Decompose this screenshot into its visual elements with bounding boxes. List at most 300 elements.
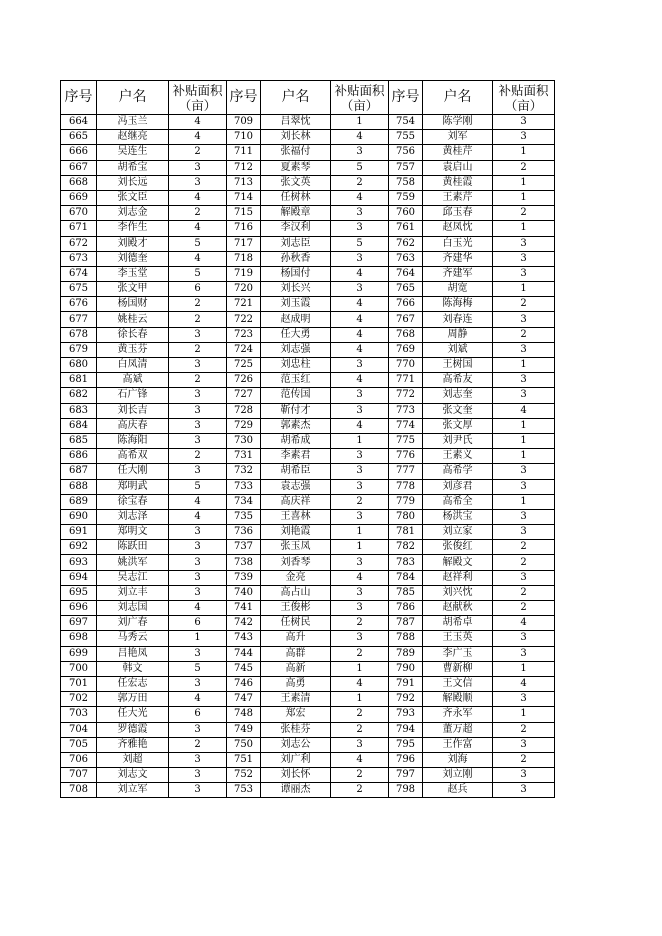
table-row bbox=[61, 433, 555, 448]
cell-name: 刘长远 bbox=[97, 175, 169, 190]
cell-seq: 715 bbox=[227, 206, 261, 221]
cell-name: 齐雅艳 bbox=[97, 737, 169, 752]
cell-area: 3 bbox=[331, 145, 389, 160]
table-row bbox=[61, 585, 555, 600]
cell-seq: 698 bbox=[61, 631, 97, 646]
cell-area: 1 bbox=[493, 661, 555, 676]
cell-area: 3 bbox=[169, 555, 227, 570]
cell-seq: 779 bbox=[389, 494, 423, 509]
cell-area: 2 bbox=[169, 145, 227, 160]
cell-name: 王树国 bbox=[423, 358, 493, 373]
cell-seq: 669 bbox=[61, 190, 97, 205]
cell-area: 3 bbox=[493, 236, 555, 251]
cell-seq: 672 bbox=[61, 236, 97, 251]
table-row bbox=[61, 297, 555, 312]
subsidy-table bbox=[60, 80, 555, 798]
cell-name: 杨洪宝 bbox=[423, 509, 493, 524]
cell-name: 李广玉 bbox=[423, 646, 493, 661]
cell-name: 张文厚 bbox=[423, 418, 493, 433]
cell-seq: 775 bbox=[389, 433, 423, 448]
cell-name: 高新 bbox=[261, 661, 331, 676]
cell-name: 徐宝春 bbox=[97, 494, 169, 509]
cell-area: 2 bbox=[331, 494, 389, 509]
cell-area: 4 bbox=[493, 676, 555, 691]
cell-area: 3 bbox=[493, 251, 555, 266]
cell-name: 黄桂芹 bbox=[423, 145, 493, 160]
cell-name: 袁志强 bbox=[261, 479, 331, 494]
cell-area: 4 bbox=[331, 418, 389, 433]
cell-area: 3 bbox=[493, 646, 555, 661]
table-row bbox=[61, 540, 555, 555]
cell-area: 2 bbox=[493, 585, 555, 600]
cell-seq: 767 bbox=[389, 312, 423, 327]
cell-name: 张文甲 bbox=[97, 282, 169, 297]
cell-seq: 732 bbox=[227, 464, 261, 479]
cell-name: 靳付才 bbox=[261, 403, 331, 418]
cell-area: 2 bbox=[493, 540, 555, 555]
cell-area: 4 bbox=[169, 692, 227, 707]
cell-seq: 757 bbox=[389, 160, 423, 175]
cell-name: 韩文 bbox=[97, 661, 169, 676]
cell-seq: 745 bbox=[227, 661, 261, 676]
table-row bbox=[61, 737, 555, 752]
header-name: 户名 bbox=[423, 81, 493, 115]
cell-seq: 776 bbox=[389, 449, 423, 464]
cell-name: 高希学 bbox=[423, 464, 493, 479]
cell-name: 李汉利 bbox=[261, 221, 331, 236]
cell-seq: 734 bbox=[227, 494, 261, 509]
cell-seq: 765 bbox=[389, 282, 423, 297]
cell-area: 3 bbox=[493, 373, 555, 388]
cell-seq: 678 bbox=[61, 327, 97, 342]
cell-name: 姚洪军 bbox=[97, 555, 169, 570]
cell-seq: 726 bbox=[227, 373, 261, 388]
cell-name: 张文英 bbox=[261, 175, 331, 190]
cell-area: 3 bbox=[169, 646, 227, 661]
cell-name: 刘志国 bbox=[97, 601, 169, 616]
cell-seq: 679 bbox=[61, 342, 97, 357]
cell-seq: 696 bbox=[61, 601, 97, 616]
cell-area: 3 bbox=[331, 388, 389, 403]
cell-name: 任树民 bbox=[261, 616, 331, 631]
cell-name: 吴志江 bbox=[97, 570, 169, 585]
cell-name: 高希双 bbox=[97, 449, 169, 464]
cell-name: 赵凤忱 bbox=[423, 221, 493, 236]
table-row bbox=[61, 327, 555, 342]
cell-area: 4 bbox=[331, 297, 389, 312]
cell-name: 白玉光 bbox=[423, 236, 493, 251]
cell-name: 王玉英 bbox=[423, 631, 493, 646]
cell-seq: 782 bbox=[389, 540, 423, 555]
table-row bbox=[61, 145, 555, 160]
cell-seq: 743 bbox=[227, 631, 261, 646]
cell-name: 刘斌 bbox=[423, 342, 493, 357]
cell-seq: 667 bbox=[61, 160, 97, 175]
cell-name: 刘广春 bbox=[97, 616, 169, 631]
cell-seq: 781 bbox=[389, 525, 423, 540]
table-row bbox=[61, 373, 555, 388]
table-row bbox=[61, 312, 555, 327]
table-row bbox=[61, 175, 555, 190]
cell-area: 3 bbox=[331, 251, 389, 266]
cell-name: 刘志臣 bbox=[261, 236, 331, 251]
cell-seq: 774 bbox=[389, 418, 423, 433]
table-row bbox=[61, 494, 555, 509]
cell-seq: 777 bbox=[389, 464, 423, 479]
cell-area: 3 bbox=[493, 768, 555, 783]
cell-seq: 793 bbox=[389, 707, 423, 722]
cell-seq: 711 bbox=[227, 145, 261, 160]
cell-area: 5 bbox=[331, 160, 389, 175]
cell-name: 王作富 bbox=[423, 737, 493, 752]
cell-seq: 760 bbox=[389, 206, 423, 221]
cell-seq: 718 bbox=[227, 251, 261, 266]
cell-seq: 684 bbox=[61, 418, 97, 433]
cell-seq: 680 bbox=[61, 358, 97, 373]
cell-area: 4 bbox=[169, 509, 227, 524]
cell-area: 2 bbox=[493, 722, 555, 737]
cell-area: 6 bbox=[169, 707, 227, 722]
cell-area: 3 bbox=[493, 342, 555, 357]
cell-seq: 724 bbox=[227, 342, 261, 357]
cell-name: 刘立丰 bbox=[97, 585, 169, 600]
cell-name: 陈学刚 bbox=[423, 115, 493, 130]
table-row bbox=[61, 251, 555, 266]
cell-area: 3 bbox=[493, 783, 555, 798]
cell-area: 3 bbox=[169, 676, 227, 691]
cell-area: 4 bbox=[493, 616, 555, 631]
table-row bbox=[61, 479, 555, 494]
cell-area: 3 bbox=[169, 403, 227, 418]
cell-seq: 747 bbox=[227, 692, 261, 707]
cell-name: 刘长怀 bbox=[261, 768, 331, 783]
cell-area: 2 bbox=[169, 373, 227, 388]
cell-area: 2 bbox=[169, 737, 227, 752]
cell-seq: 786 bbox=[389, 601, 423, 616]
cell-name: 郑宏 bbox=[261, 707, 331, 722]
cell-area: 3 bbox=[169, 525, 227, 540]
cell-name: 解殿章 bbox=[261, 206, 331, 221]
cell-area: 3 bbox=[169, 752, 227, 767]
cell-seq: 683 bbox=[61, 403, 97, 418]
cell-area: 1 bbox=[331, 433, 389, 448]
table-row bbox=[61, 464, 555, 479]
cell-seq: 789 bbox=[389, 646, 423, 661]
cell-seq: 794 bbox=[389, 722, 423, 737]
cell-area: 2 bbox=[169, 342, 227, 357]
cell-area: 2 bbox=[169, 449, 227, 464]
cell-area: 5 bbox=[169, 266, 227, 281]
cell-area: 3 bbox=[493, 525, 555, 540]
cell-name: 吕艳凤 bbox=[97, 646, 169, 661]
table-row bbox=[61, 282, 555, 297]
cell-seq: 666 bbox=[61, 145, 97, 160]
table-row bbox=[61, 266, 555, 281]
cell-name: 陈跃田 bbox=[97, 540, 169, 555]
cell-seq: 736 bbox=[227, 525, 261, 540]
cell-name: 张文臣 bbox=[97, 190, 169, 205]
cell-area: 3 bbox=[169, 175, 227, 190]
header-seq: 序号 bbox=[389, 81, 423, 115]
cell-name: 刘立家 bbox=[423, 525, 493, 540]
cell-name: 黄玉芬 bbox=[97, 342, 169, 357]
cell-name: 李作生 bbox=[97, 221, 169, 236]
cell-name: 郭万田 bbox=[97, 692, 169, 707]
cell-seq: 761 bbox=[389, 221, 423, 236]
cell-name: 齐永军 bbox=[423, 707, 493, 722]
cell-area: 1 bbox=[493, 418, 555, 433]
table-row bbox=[61, 555, 555, 570]
cell-seq: 675 bbox=[61, 282, 97, 297]
cell-seq: 714 bbox=[227, 190, 261, 205]
cell-area: 4 bbox=[169, 251, 227, 266]
cell-area: 3 bbox=[331, 282, 389, 297]
cell-area: 2 bbox=[493, 327, 555, 342]
cell-name: 解殿文 bbox=[423, 555, 493, 570]
cell-seq: 766 bbox=[389, 297, 423, 312]
cell-name: 王俊彬 bbox=[261, 601, 331, 616]
cell-seq: 693 bbox=[61, 555, 97, 570]
table-body bbox=[61, 115, 555, 798]
cell-seq: 764 bbox=[389, 266, 423, 281]
cell-name: 冯玉兰 bbox=[97, 115, 169, 130]
cell-seq: 735 bbox=[227, 509, 261, 524]
cell-seq: 712 bbox=[227, 160, 261, 175]
cell-area: 3 bbox=[493, 130, 555, 145]
cell-area: 3 bbox=[169, 160, 227, 175]
cell-area: 4 bbox=[331, 676, 389, 691]
cell-name: 王喜林 bbox=[261, 509, 331, 524]
cell-seq: 671 bbox=[61, 221, 97, 236]
cell-name: 张玉凤 bbox=[261, 540, 331, 555]
cell-area: 5 bbox=[331, 236, 389, 251]
cell-name: 刘长林 bbox=[261, 130, 331, 145]
table-row bbox=[61, 206, 555, 221]
cell-seq: 756 bbox=[389, 145, 423, 160]
cell-area: 4 bbox=[169, 494, 227, 509]
cell-area: 3 bbox=[493, 631, 555, 646]
cell-area: 4 bbox=[331, 327, 389, 342]
cell-seq: 682 bbox=[61, 388, 97, 403]
cell-seq: 740 bbox=[227, 585, 261, 600]
cell-seq: 676 bbox=[61, 297, 97, 312]
cell-seq: 744 bbox=[227, 646, 261, 661]
header-name: 户名 bbox=[261, 81, 331, 115]
cell-area: 3 bbox=[331, 737, 389, 752]
cell-area: 4 bbox=[331, 266, 389, 281]
table-row bbox=[61, 676, 555, 691]
cell-seq: 720 bbox=[227, 282, 261, 297]
cell-seq: 771 bbox=[389, 373, 423, 388]
cell-area: 4 bbox=[493, 403, 555, 418]
cell-seq: 695 bbox=[61, 585, 97, 600]
cell-name: 张文奎 bbox=[423, 403, 493, 418]
cell-name: 解殿顺 bbox=[423, 692, 493, 707]
cell-area: 4 bbox=[169, 601, 227, 616]
cell-name: 高占山 bbox=[261, 585, 331, 600]
cell-name: 张俊红 bbox=[423, 540, 493, 555]
cell-area: 4 bbox=[331, 342, 389, 357]
cell-area: 4 bbox=[331, 570, 389, 585]
header-seq: 序号 bbox=[227, 81, 261, 115]
cell-seq: 708 bbox=[61, 783, 97, 798]
cell-seq: 742 bbox=[227, 616, 261, 631]
cell-area: 3 bbox=[169, 570, 227, 585]
cell-area: 2 bbox=[169, 312, 227, 327]
cell-area: 3 bbox=[331, 555, 389, 570]
cell-seq: 750 bbox=[227, 737, 261, 752]
cell-seq: 687 bbox=[61, 464, 97, 479]
cell-seq: 706 bbox=[61, 752, 97, 767]
cell-name: 王素芹 bbox=[423, 190, 493, 205]
cell-name: 高庆春 bbox=[97, 418, 169, 433]
cell-area: 3 bbox=[169, 540, 227, 555]
cell-area: 3 bbox=[493, 692, 555, 707]
cell-name: 刘志泽 bbox=[97, 509, 169, 524]
cell-seq: 729 bbox=[227, 418, 261, 433]
cell-seq: 755 bbox=[389, 130, 423, 145]
cell-area: 5 bbox=[169, 661, 227, 676]
cell-area: 2 bbox=[331, 768, 389, 783]
cell-seq: 759 bbox=[389, 190, 423, 205]
cell-seq: 681 bbox=[61, 373, 97, 388]
cell-seq: 751 bbox=[227, 752, 261, 767]
cell-name: 刘志金 bbox=[97, 206, 169, 221]
cell-seq: 769 bbox=[389, 342, 423, 357]
cell-name: 袁启山 bbox=[423, 160, 493, 175]
cell-seq: 699 bbox=[61, 646, 97, 661]
cell-name: 赵继亮 bbox=[97, 130, 169, 145]
cell-name: 刘军 bbox=[423, 130, 493, 145]
cell-area: 3 bbox=[331, 206, 389, 221]
cell-name: 吕翠忱 bbox=[261, 115, 331, 130]
cell-seq: 716 bbox=[227, 221, 261, 236]
cell-area: 2 bbox=[331, 722, 389, 737]
cell-area: 2 bbox=[493, 555, 555, 570]
cell-seq: 784 bbox=[389, 570, 423, 585]
cell-area: 5 bbox=[169, 479, 227, 494]
cell-seq: 770 bbox=[389, 358, 423, 373]
cell-seq: 788 bbox=[389, 631, 423, 646]
table-row bbox=[61, 783, 555, 798]
cell-area: 3 bbox=[169, 388, 227, 403]
cell-area: 1 bbox=[331, 661, 389, 676]
cell-seq: 748 bbox=[227, 707, 261, 722]
cell-seq: 795 bbox=[389, 737, 423, 752]
cell-seq: 753 bbox=[227, 783, 261, 798]
cell-area: 1 bbox=[493, 282, 555, 297]
cell-area: 3 bbox=[169, 433, 227, 448]
cell-name: 刘立军 bbox=[97, 783, 169, 798]
table-row bbox=[61, 616, 555, 631]
cell-name: 任大勇 bbox=[261, 327, 331, 342]
cell-area: 5 bbox=[169, 236, 227, 251]
cell-name: 胡希臣 bbox=[261, 464, 331, 479]
cell-name: 张桂芬 bbox=[261, 722, 331, 737]
cell-name: 石广锋 bbox=[97, 388, 169, 403]
cell-name: 刘海 bbox=[423, 752, 493, 767]
cell-area: 1 bbox=[493, 190, 555, 205]
cell-seq: 705 bbox=[61, 737, 97, 752]
cell-name: 谭丽杰 bbox=[261, 783, 331, 798]
cell-name: 赵兵 bbox=[423, 783, 493, 798]
cell-seq: 762 bbox=[389, 236, 423, 251]
table-row bbox=[61, 646, 555, 661]
cell-seq: 685 bbox=[61, 433, 97, 448]
cell-area: 3 bbox=[493, 570, 555, 585]
cell-name: 任宏志 bbox=[97, 676, 169, 691]
cell-seq: 670 bbox=[61, 206, 97, 221]
cell-area: 1 bbox=[493, 707, 555, 722]
cell-area: 2 bbox=[331, 616, 389, 631]
cell-area: 3 bbox=[331, 601, 389, 616]
cell-seq: 733 bbox=[227, 479, 261, 494]
cell-seq: 697 bbox=[61, 616, 97, 631]
cell-area: 4 bbox=[331, 190, 389, 205]
table-row bbox=[61, 342, 555, 357]
cell-name: 陈海梅 bbox=[423, 297, 493, 312]
cell-area: 2 bbox=[169, 297, 227, 312]
cell-area: 2 bbox=[331, 707, 389, 722]
cell-name: 刘兴忱 bbox=[423, 585, 493, 600]
cell-area: 3 bbox=[493, 737, 555, 752]
cell-name: 高斌 bbox=[97, 373, 169, 388]
cell-seq: 725 bbox=[227, 358, 261, 373]
cell-name: 刘志公 bbox=[261, 737, 331, 752]
cell-area: 3 bbox=[331, 358, 389, 373]
cell-seq: 787 bbox=[389, 616, 423, 631]
cell-area: 3 bbox=[169, 418, 227, 433]
cell-area: 3 bbox=[169, 722, 227, 737]
cell-name: 刘玉霞 bbox=[261, 297, 331, 312]
cell-seq: 668 bbox=[61, 175, 97, 190]
cell-seq: 738 bbox=[227, 555, 261, 570]
cell-area: 1 bbox=[331, 692, 389, 707]
cell-name: 高庆祥 bbox=[261, 494, 331, 509]
cell-area: 1 bbox=[493, 221, 555, 236]
cell-seq: 686 bbox=[61, 449, 97, 464]
cell-area: 3 bbox=[493, 464, 555, 479]
cell-name: 任大刚 bbox=[97, 464, 169, 479]
cell-name: 刘殿才 bbox=[97, 236, 169, 251]
cell-area: 4 bbox=[331, 373, 389, 388]
cell-seq: 691 bbox=[61, 525, 97, 540]
cell-area: 3 bbox=[169, 585, 227, 600]
cell-area: 1 bbox=[331, 525, 389, 540]
cell-name: 齐建华 bbox=[423, 251, 493, 266]
cell-area: 1 bbox=[493, 449, 555, 464]
cell-seq: 792 bbox=[389, 692, 423, 707]
cell-name: 吴连生 bbox=[97, 145, 169, 160]
cell-seq: 700 bbox=[61, 661, 97, 676]
cell-area: 1 bbox=[493, 358, 555, 373]
cell-area: 3 bbox=[331, 509, 389, 524]
cell-seq: 689 bbox=[61, 494, 97, 509]
cell-seq: 728 bbox=[227, 403, 261, 418]
cell-area: 2 bbox=[331, 783, 389, 798]
cell-name: 王素义 bbox=[423, 449, 493, 464]
cell-name: 刘艳霞 bbox=[261, 525, 331, 540]
table-row bbox=[61, 358, 555, 373]
cell-name: 刘春连 bbox=[423, 312, 493, 327]
cell-seq: 773 bbox=[389, 403, 423, 418]
cell-name: 郭素杰 bbox=[261, 418, 331, 433]
cell-area: 3 bbox=[493, 479, 555, 494]
cell-name: 刘彦君 bbox=[423, 479, 493, 494]
cell-area: 4 bbox=[331, 752, 389, 767]
cell-area: 1 bbox=[493, 494, 555, 509]
cell-area: 3 bbox=[169, 783, 227, 798]
